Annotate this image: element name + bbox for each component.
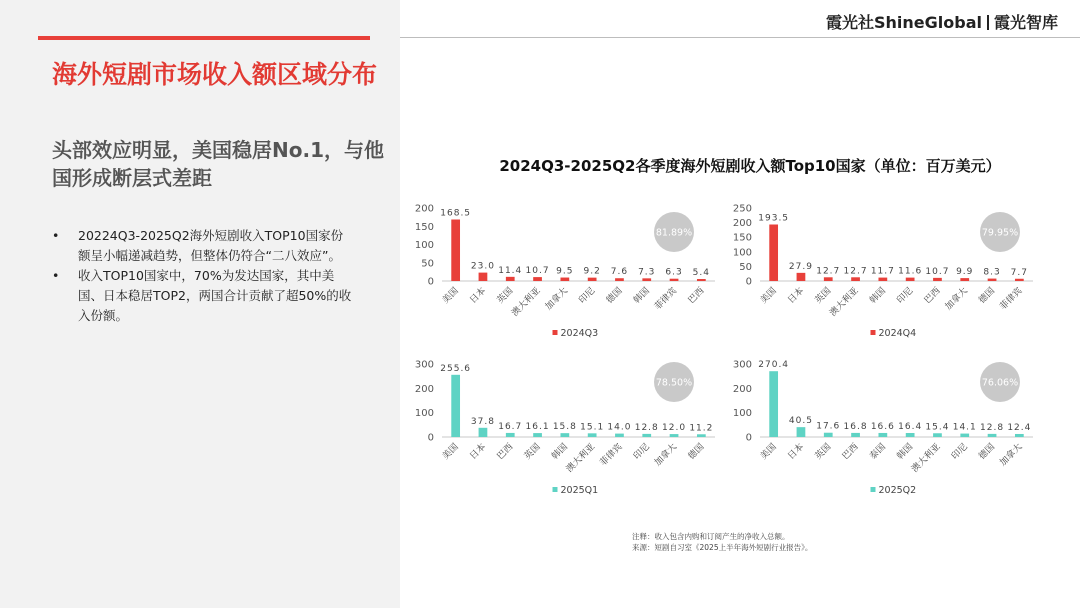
- y-tick-label: 0: [427, 276, 434, 288]
- y-tick-label: 150: [414, 221, 434, 233]
- x-tick-label: 巴西: [840, 442, 861, 462]
- bar: [851, 433, 860, 437]
- bar: [451, 219, 460, 281]
- x-tick-label: 菲律宾: [998, 286, 1025, 313]
- x-tick-label: 巴西: [495, 442, 516, 462]
- data-label: 255.6: [440, 363, 472, 374]
- bar: [988, 434, 997, 437]
- x-tick-label: 英国: [495, 286, 516, 306]
- bar: [933, 278, 942, 281]
- bar: [878, 278, 887, 281]
- x-tick-label: 澳大利亚: [910, 442, 943, 475]
- data-label: 12.4: [1007, 422, 1032, 433]
- bar: [588, 433, 597, 437]
- x-tick-label: 英国: [522, 442, 543, 462]
- x-tick-label: 泰国: [868, 442, 888, 462]
- bar: [769, 224, 778, 281]
- legend-swatch: [553, 487, 558, 492]
- y-tick-label: 100: [732, 408, 752, 420]
- data-label: 7.7: [1010, 267, 1029, 278]
- bar: [906, 433, 915, 437]
- x-tick-label: 德国: [686, 442, 707, 462]
- data-label: 17.6: [816, 421, 841, 432]
- brand-sub: 霞光智库: [993, 13, 1058, 32]
- bar: [560, 278, 569, 281]
- legend-swatch: [553, 330, 558, 335]
- x-tick-label: 印尼: [632, 442, 652, 462]
- y-tick-label: 0: [745, 432, 752, 444]
- y-tick-label: 200: [414, 203, 434, 215]
- x-tick-label: 韩国: [550, 442, 570, 462]
- data-label: 10.7: [925, 266, 950, 277]
- bar: [878, 433, 887, 437]
- x-tick-label: 加拿大: [943, 286, 970, 313]
- bar: [933, 433, 942, 437]
- x-tick-label: 美国: [758, 442, 779, 462]
- data-label: 12.8: [634, 422, 659, 433]
- data-label: 27.9: [788, 261, 813, 272]
- bar: [960, 434, 969, 437]
- data-label: 40.5: [788, 416, 813, 427]
- data-label: 12.0: [662, 423, 687, 434]
- x-tick-label: 德国: [977, 286, 998, 306]
- legend-swatch: [871, 330, 876, 335]
- bar: [479, 273, 488, 281]
- y-tick-label: 0: [427, 432, 434, 444]
- data-label: 11.7: [870, 266, 895, 277]
- bar: [451, 375, 460, 437]
- bar: [642, 278, 651, 281]
- data-label: 270.4: [758, 360, 790, 371]
- x-tick-label: 巴西: [922, 286, 943, 306]
- data-label: 6.3: [665, 267, 683, 278]
- y-tick-label: 100: [732, 247, 752, 259]
- data-label: 11.6: [898, 266, 923, 277]
- x-tick-label: 澳大利亚: [828, 286, 861, 319]
- bar: [588, 278, 597, 281]
- bar: [697, 279, 706, 281]
- y-tick-label: 200: [732, 218, 752, 230]
- bar: [506, 277, 515, 281]
- bullet-item: • 收入TOP10国家中，70%为发达国家，其中美国、日本稳居TOP2，两国合计贡献了超50%的收入份额。: [52, 266, 352, 326]
- y-tick-label: 300: [414, 359, 434, 371]
- data-label: 7.6: [610, 267, 629, 278]
- x-tick-label: 菲律宾: [652, 286, 680, 313]
- data-label: 12.7: [816, 266, 841, 277]
- y-tick-label: 150: [732, 232, 752, 244]
- bar: [560, 433, 569, 437]
- x-tick-label: 韩国: [632, 286, 652, 306]
- bar: [615, 278, 624, 281]
- x-tick-label: 印尼: [895, 286, 916, 306]
- data-label: 10.7: [525, 266, 550, 277]
- bar: [797, 273, 806, 281]
- data-label: 15.4: [925, 422, 950, 433]
- x-tick-label: 美国: [440, 442, 461, 462]
- x-tick-label: 日本: [786, 442, 807, 462]
- data-label: 16.4: [898, 422, 923, 433]
- y-tick-label: 200: [414, 383, 434, 395]
- data-label: 9.2: [583, 266, 601, 277]
- x-tick-label: 日本: [468, 286, 489, 306]
- y-tick-label: 0: [745, 276, 752, 288]
- x-tick-label: 美国: [758, 286, 779, 306]
- data-label: 12.7: [843, 266, 868, 277]
- data-label: 5.4: [692, 268, 711, 279]
- data-label: 12.8: [980, 422, 1005, 433]
- data-label: 168.5: [440, 208, 472, 219]
- bar: [697, 434, 706, 437]
- bar: [1015, 434, 1024, 437]
- x-tick-label: 加拿大: [543, 286, 570, 313]
- legend-label: 2024Q4: [878, 328, 917, 339]
- bar: [615, 434, 624, 437]
- x-tick-label: 英国: [813, 286, 834, 306]
- legend-label: 2024Q3: [560, 328, 599, 339]
- data-label: 15.8: [552, 422, 577, 433]
- data-label: 23.0: [470, 261, 495, 272]
- page-subtitle: 头部效应明显，美国稳居No.1，与他国形成断层式差距: [52, 138, 384, 190]
- x-tick-label: 澳大利亚: [564, 442, 598, 475]
- data-label: 8.3: [983, 267, 1001, 278]
- bullet-item: • 20224Q3-2025Q2海外短剧收入TOP10国家份额呈小幅递减趋势，但整体仍符合“二八效应”。: [52, 226, 352, 266]
- y-tick-label: 50: [739, 261, 752, 273]
- bar: [851, 277, 860, 281]
- y-tick-label: 100: [414, 408, 434, 420]
- note-remark: 注释：收入包含内购和订阅产生的净收入总额。: [632, 532, 790, 541]
- bar: [797, 427, 806, 437]
- x-tick-label: 德国: [604, 286, 625, 306]
- x-tick-label: 菲律宾: [598, 442, 625, 469]
- data-label: 7.3: [638, 267, 656, 278]
- share-label: 79.95%: [981, 227, 1019, 239]
- chart-notes: [632, 531, 812, 553]
- x-tick-label: 巴西: [686, 286, 707, 306]
- share-label: 76.06%: [981, 377, 1019, 389]
- bar: [824, 277, 833, 281]
- data-label: 14.0: [607, 422, 632, 433]
- data-label: 193.5: [758, 213, 790, 224]
- x-tick-label: 韩国: [895, 442, 916, 462]
- bar: [1015, 279, 1024, 281]
- bar: [670, 434, 679, 437]
- data-label: 15.1: [580, 422, 605, 433]
- x-tick-label: 德国: [977, 442, 998, 462]
- note-source: 来源：短剧自习室《2025上半年海外短剧行业报告》。: [632, 543, 813, 552]
- bar: [533, 433, 542, 437]
- bar: [642, 434, 651, 437]
- y-tick-label: 100: [414, 240, 434, 251]
- data-label: 9.5: [556, 266, 574, 277]
- chart-title: 2024Q3-2025Q2各季度海外短剧收入额Top10国家（单位：百万美元）: [499, 157, 1001, 175]
- bar: [506, 433, 515, 437]
- page-title: 海外短剧市场收入额区域分布: [52, 60, 378, 89]
- share-label: 78.50%: [655, 377, 693, 389]
- data-label: 16.7: [498, 421, 523, 432]
- x-tick-label: 加拿大: [652, 442, 680, 469]
- data-label: 16.1: [525, 422, 550, 433]
- data-label: 11.4: [498, 265, 523, 276]
- bar: [533, 277, 542, 281]
- brand-name: 霞光社ShineGlobal: [825, 13, 982, 32]
- share-label: 81.89%: [655, 227, 693, 239]
- x-tick-label: 日本: [786, 286, 807, 306]
- data-label: 16.6: [870, 421, 895, 432]
- bar: [906, 278, 915, 281]
- data-label: 37.8: [470, 416, 495, 427]
- legend-swatch: [871, 487, 876, 492]
- x-tick-label: 澳大利亚: [510, 286, 543, 319]
- x-tick-label: 美国: [440, 286, 461, 306]
- bar: [960, 278, 969, 281]
- x-tick-label: 加拿大: [998, 442, 1025, 469]
- data-label: 16.8: [843, 421, 868, 432]
- bar: [769, 371, 778, 437]
- bar: [824, 433, 833, 437]
- x-tick-label: 韩国: [868, 286, 888, 306]
- data-label: 14.1: [952, 422, 977, 433]
- x-tick-label: 英国: [813, 442, 834, 462]
- y-tick-label: 200: [732, 383, 752, 395]
- bar: [670, 279, 679, 281]
- bar: [988, 279, 997, 281]
- x-tick-label: 印尼: [577, 286, 598, 306]
- x-tick-label: 印尼: [950, 442, 970, 462]
- y-tick-label: 250: [732, 203, 752, 215]
- data-label: 9.9: [956, 267, 974, 278]
- legend-label: 2025Q2: [878, 485, 917, 496]
- legend-label: 2025Q1: [560, 485, 599, 496]
- x-tick-label: 日本: [468, 442, 489, 462]
- y-tick-label: 50: [421, 258, 434, 270]
- data-label: 11.2: [689, 423, 714, 434]
- bar: [479, 428, 488, 437]
- y-tick-label: 300: [732, 359, 752, 371]
